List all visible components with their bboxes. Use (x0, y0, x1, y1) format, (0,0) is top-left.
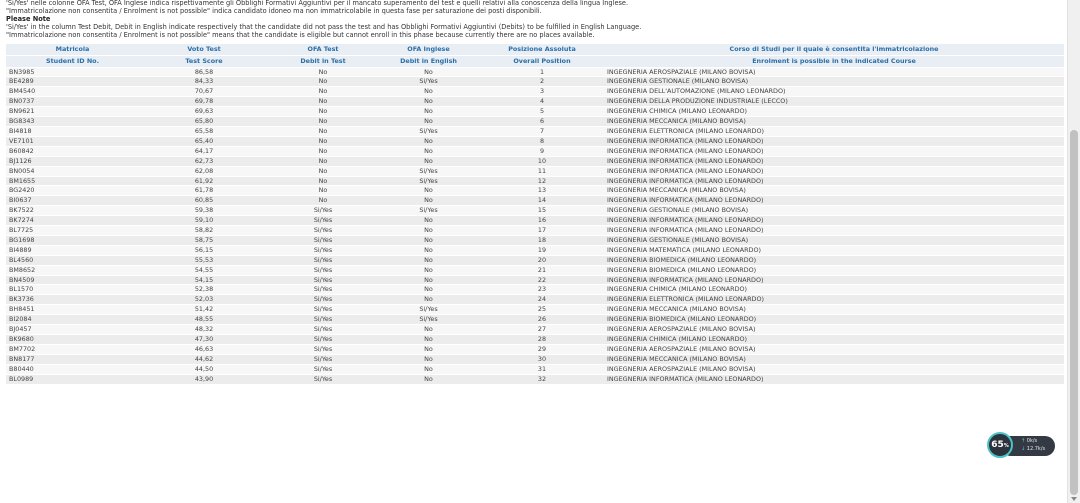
student-id-cell: BN8177 (6, 354, 139, 364)
position-cell: 2 (480, 77, 604, 87)
table-row (6, 265, 1064, 275)
ofa-test-cell: Si/Yes (269, 315, 377, 325)
note-line-it-2: "Immatricolazione non consentita / Enrolment is not possible" indica candidato idoneo ma non immatricolabile in questa fase per saturazione dei posti disponibili. (6, 6, 542, 15)
col-header-voto-test: Voto Test (139, 44, 269, 56)
network-speed-widget[interactable] (987, 432, 1055, 460)
test-score-cell: 44,50 (139, 364, 269, 374)
test-score-cell: 62,73 (139, 156, 269, 166)
ofa-english-cell: Si/Yes (377, 206, 480, 216)
table-row (6, 364, 1064, 374)
col-header-overall-position: Overall Position (480, 55, 604, 67)
ofa-english-cell: No (377, 245, 480, 255)
ofa-english-cell: No (377, 87, 480, 97)
course-cell: INGEGNERIA MECCANICA (MILANO BOVISA) (604, 354, 1064, 364)
note-line-en-1: 'Si/Yes' in the column Test Debit, Debit in English indicate respectively that the candidate did not pass the test and has Obblighi Formativi Aggiuntivi (Debits) to be fulfilled in English Language. (6, 22, 642, 31)
student-id-cell: BI4818 (6, 126, 139, 136)
table-row (6, 97, 1064, 107)
ofa-test-cell: Si/Yes (269, 265, 377, 275)
table-row (6, 325, 1064, 335)
test-score-cell: 61,78 (139, 186, 269, 196)
results-table (6, 44, 1064, 385)
course-cell: INGEGNERIA BIOMEDICA (MILANO LEONARDO) (604, 255, 1064, 265)
position-cell: 27 (480, 325, 604, 335)
table-row (6, 245, 1064, 255)
position-cell: 7 (480, 126, 604, 136)
table-row (6, 87, 1064, 97)
position-cell: 23 (480, 285, 604, 295)
course-cell: INGEGNERIA CHIMICA (MILANO LEONARDO) (604, 285, 1064, 295)
position-cell: 24 (480, 295, 604, 305)
ofa-test-cell: No (269, 126, 377, 136)
ofa-test-cell: No (269, 156, 377, 166)
ofa-english-cell: No (377, 275, 480, 285)
course-cell: INGEGNERIA ELETTRONICA (MILANO LEONARDO) (604, 126, 1064, 136)
table-row (6, 146, 1064, 156)
cpu-percent-unit: % (1003, 443, 1009, 449)
ofa-test-cell: No (269, 87, 377, 97)
table-row (6, 275, 1064, 285)
col-header-matricola: Matricola (6, 44, 139, 56)
course-cell: INGEGNERIA DELLA PRODUZIONE INDUSTRIALE (LECCO) (604, 97, 1064, 107)
notes-block (0, 0, 1068, 40)
student-id-cell: BE4289 (6, 77, 139, 87)
course-cell: INGEGNERIA INFORMATICA (MILANO LEONARDO) (604, 196, 1064, 206)
position-cell: 19 (480, 245, 604, 255)
ofa-english-cell: No (377, 97, 480, 107)
upload-arrow-icon: ↑ (1021, 438, 1026, 444)
scrollbar-thumb[interactable] (1070, 130, 1078, 495)
course-cell: INGEGNERIA INFORMATICA (MILANO LEONARDO) (604, 374, 1064, 384)
ofa-test-cell: Si/Yes (269, 344, 377, 354)
student-id-cell: BI2084 (6, 315, 139, 325)
position-cell: 4 (480, 97, 604, 107)
table-row (6, 226, 1064, 236)
ofa-test-cell: Si/Yes (269, 206, 377, 216)
position-cell: 11 (480, 166, 604, 176)
note-line-it-1: 'Si/Yes' nelle colonne OFA Test, OFA Inglese indica rispettivamente gli Obblighi Formativi Aggiuntivi per il mancato superamento del test e quelli relativi alla conoscenza della lingua Inglese. (6, 0, 629, 7)
position-cell: 8 (480, 136, 604, 146)
test-score-cell: 55,53 (139, 255, 269, 265)
table-row (6, 315, 1064, 325)
course-cell: INGEGNERIA MECCANICA (MILANO BOVISA) (604, 117, 1064, 127)
table-row (6, 354, 1064, 364)
test-score-cell: 69,63 (139, 107, 269, 117)
ofa-test-cell: No (269, 77, 377, 87)
course-cell: INGEGNERIA MATEMATICA (MILANO LEONARDO) (604, 245, 1064, 255)
ofa-test-cell: No (269, 67, 377, 77)
download-arrow-icon: ↓ (1021, 446, 1026, 452)
ofa-english-cell: No (377, 374, 480, 384)
position-cell: 21 (480, 265, 604, 275)
test-score-cell: 59,38 (139, 206, 269, 216)
test-score-cell: 65,58 (139, 126, 269, 136)
ofa-test-cell: No (269, 196, 377, 206)
student-id-cell: VE7101 (6, 136, 139, 146)
table-row (6, 285, 1064, 295)
student-id-cell: BG2420 (6, 186, 139, 196)
cpu-percent-ring (987, 432, 1013, 458)
ofa-english-cell: No (377, 354, 480, 364)
student-id-cell: BJ1126 (6, 156, 139, 166)
ofa-english-cell: No (377, 235, 480, 245)
student-id-cell: B60842 (6, 146, 139, 156)
position-cell: 3 (480, 87, 604, 97)
course-cell: INGEGNERIA CHIMICA (MILANO LEONARDO) (604, 335, 1064, 345)
test-score-cell: 44,62 (139, 354, 269, 364)
ofa-test-cell: Si/Yes (269, 285, 377, 295)
position-cell: 14 (480, 196, 604, 206)
course-cell: INGEGNERIA INFORMATICA (MILANO LEONARDO) (604, 166, 1064, 176)
ofa-test-cell: Si/Yes (269, 275, 377, 285)
test-score-cell: 84,33 (139, 77, 269, 87)
position-cell: 1 (480, 67, 604, 77)
col-header-course: Enrolment is possible in the indicated Course (604, 55, 1064, 67)
position-cell: 29 (480, 344, 604, 354)
table-row (6, 196, 1064, 206)
download-speed-value: 12.7k/s (1026, 446, 1046, 452)
ofa-test-cell: Si/Yes (269, 216, 377, 226)
ofa-english-cell: Si/Yes (377, 166, 480, 176)
col-header-corso: Corso di Studi per il quale è consentita l'immatricolazione (604, 44, 1064, 56)
table-row (6, 156, 1064, 166)
ofa-test-cell: Si/Yes (269, 255, 377, 265)
table-row (6, 235, 1064, 245)
position-cell: 15 (480, 206, 604, 216)
col-header-test-score: Test Score (139, 55, 269, 67)
student-id-cell: BM4540 (6, 87, 139, 97)
col-header-debit-english: Debit in English (377, 55, 480, 67)
course-cell: INGEGNERIA BIOMEDICA (MILANO LEONARDO) (604, 315, 1064, 325)
student-id-cell: BL7725 (6, 226, 139, 236)
test-score-cell: 61,92 (139, 176, 269, 186)
position-cell: 12 (480, 176, 604, 186)
table-row (6, 206, 1064, 216)
ofa-test-cell: No (269, 176, 377, 186)
test-score-cell: 64,17 (139, 146, 269, 156)
ofa-english-cell: Si/Yes (377, 176, 480, 186)
test-score-cell: 70,67 (139, 87, 269, 97)
test-score-cell: 58,82 (139, 226, 269, 236)
student-id-cell: BN9621 (6, 107, 139, 117)
position-cell: 32 (480, 374, 604, 384)
ofa-english-cell: No (377, 186, 480, 196)
ofa-test-cell: Si/Yes (269, 374, 377, 384)
ofa-test-cell: Si/Yes (269, 235, 377, 245)
table-row (6, 305, 1064, 315)
table-row (6, 344, 1064, 354)
position-cell: 25 (480, 305, 604, 315)
ofa-english-cell: No (377, 216, 480, 226)
course-cell: INGEGNERIA MECCANICA (MILANO BOVISA) (604, 305, 1064, 315)
ofa-english-cell: No (377, 117, 480, 127)
ofa-test-cell: No (269, 97, 377, 107)
table-row (6, 295, 1064, 305)
ofa-english-cell: No (377, 255, 480, 265)
ofa-test-cell: Si/Yes (269, 354, 377, 364)
col-header-ofa-inglese: OFA Inglese (377, 44, 480, 56)
test-score-cell: 58,75 (139, 235, 269, 245)
ofa-english-cell: No (377, 265, 480, 275)
course-cell: INGEGNERIA GESTIONALE (MILANO BOVISA) (604, 77, 1064, 87)
table-row (6, 77, 1064, 87)
student-id-cell: BG1698 (6, 235, 139, 245)
test-score-cell: 48,32 (139, 325, 269, 335)
table-row (6, 107, 1064, 117)
ofa-english-cell: No (377, 226, 480, 236)
ofa-english-cell: Si/Yes (377, 126, 480, 136)
student-id-cell: BN4509 (6, 275, 139, 285)
test-score-cell: 43,90 (139, 374, 269, 384)
position-cell: 13 (480, 186, 604, 196)
header-row-english (6, 55, 1064, 67)
student-id-cell: BK7522 (6, 206, 139, 216)
ofa-english-cell: No (377, 156, 480, 166)
position-cell: 16 (480, 216, 604, 226)
position-cell: 30 (480, 354, 604, 364)
student-id-cell: BL0989 (6, 374, 139, 384)
test-score-cell: 52,38 (139, 285, 269, 295)
position-cell: 28 (480, 335, 604, 345)
ofa-test-cell: No (269, 136, 377, 146)
test-score-cell: 86,58 (139, 67, 269, 77)
col-header-debit-test: Debit in Test (269, 55, 377, 67)
student-id-cell: BK3736 (6, 295, 139, 305)
table-row (6, 216, 1064, 226)
test-score-cell: 48,55 (139, 315, 269, 325)
course-cell: INGEGNERIA AEROSPAZIALE (MILANO BOVISA) (604, 325, 1064, 335)
table-row (6, 67, 1064, 77)
vertical-scrollbar[interactable] (1067, 0, 1080, 503)
student-id-cell: BL1570 (6, 285, 139, 295)
position-cell: 20 (480, 255, 604, 265)
please-note-heading: Please Note (6, 14, 51, 23)
note-line-en-2: "Immatricolazione non consentita / Enrolment is not possible" means that the candidate is eligible but cannot enroll in this phase because currently there are no places available. (6, 30, 595, 39)
ofa-english-cell: No (377, 67, 480, 77)
table-row (6, 176, 1064, 186)
student-id-cell: BN0054 (6, 166, 139, 176)
cpu-percent-value: 65 (991, 440, 1004, 450)
table-row (6, 136, 1064, 146)
course-cell: INGEGNERIA AEROSPAZIALE (MILANO BOVISA) (604, 364, 1064, 374)
table-row (6, 186, 1064, 196)
test-score-cell: 54,55 (139, 265, 269, 275)
table-row (6, 255, 1064, 265)
position-cell: 17 (480, 226, 604, 236)
ofa-test-cell: No (269, 146, 377, 156)
student-id-cell: BL4560 (6, 255, 139, 265)
ofa-english-cell: No (377, 136, 480, 146)
ofa-english-cell: Si/Yes (377, 305, 480, 315)
col-header-student-id: Student ID No. (6, 55, 139, 67)
ofa-english-cell: No (377, 364, 480, 374)
test-score-cell: 52,03 (139, 295, 269, 305)
student-id-cell: BM8652 (6, 265, 139, 275)
course-cell: INGEGNERIA INFORMATICA (MILANO LEONARDO) (604, 156, 1064, 166)
course-cell: INGEGNERIA MECCANICA (MILANO BOVISA) (604, 186, 1064, 196)
ofa-test-cell: No (269, 166, 377, 176)
table-row (6, 117, 1064, 127)
course-cell: INGEGNERIA AEROSPAZIALE (MILANO BOVISA) (604, 67, 1064, 77)
student-id-cell: BG8343 (6, 117, 139, 127)
course-cell: INGEGNERIA INFORMATICA (MILANO LEONARDO) (604, 176, 1064, 186)
ofa-test-cell: Si/Yes (269, 245, 377, 255)
col-header-ofa-test: OFA Test (269, 44, 377, 56)
course-cell: INGEGNERIA AEROSPAZIALE (MILANO BOVISA) (604, 344, 1064, 354)
student-id-cell: BI0637 (6, 196, 139, 206)
course-cell: INGEGNERIA ELETTRONICA (MILANO LEONARDO) (604, 295, 1064, 305)
ofa-test-cell: Si/Yes (269, 325, 377, 335)
ofa-english-cell: No (377, 285, 480, 295)
position-cell: 5 (480, 107, 604, 117)
test-score-cell: 54,15 (139, 275, 269, 285)
student-id-cell: BN3985 (6, 67, 139, 77)
test-score-cell: 62,08 (139, 166, 269, 176)
student-id-cell: BN0737 (6, 97, 139, 107)
ofa-english-cell: No (377, 196, 480, 206)
test-score-cell: 56,15 (139, 245, 269, 255)
ofa-english-cell: Si/Yes (377, 77, 480, 87)
position-cell: 22 (480, 275, 604, 285)
position-cell: 26 (480, 315, 604, 325)
test-score-cell: 69,78 (139, 97, 269, 107)
position-cell: 31 (480, 364, 604, 374)
student-id-cell: BM7702 (6, 344, 139, 354)
course-cell: INGEGNERIA INFORMATICA (MILANO LEONARDO) (604, 226, 1064, 236)
upload-speed (1021, 438, 1037, 444)
ofa-english-cell: No (377, 295, 480, 305)
col-header-posizione: Posizione Assoluta (480, 44, 604, 56)
ofa-test-cell: Si/Yes (269, 364, 377, 374)
position-cell: 10 (480, 156, 604, 166)
scroll-down-arrow-icon[interactable] (1071, 497, 1077, 501)
position-cell: 18 (480, 235, 604, 245)
ofa-english-cell: Si/Yes (377, 315, 480, 325)
student-id-cell: BJ0457 (6, 325, 139, 335)
ofa-english-cell: No (377, 107, 480, 117)
position-cell: 9 (480, 146, 604, 156)
course-cell: INGEGNERIA INFORMATICA (MILANO LEONARDO) (604, 275, 1064, 285)
download-speed (1021, 446, 1045, 452)
position-cell: 6 (480, 117, 604, 127)
upload-speed-value: 0k/s (1026, 438, 1038, 444)
table-row (6, 335, 1064, 345)
ofa-test-cell: Si/Yes (269, 305, 377, 315)
student-id-cell: B80440 (6, 364, 139, 374)
test-score-cell: 46,63 (139, 344, 269, 354)
course-cell: INGEGNERIA BIOMEDICA (MILANO LEONARDO) (604, 265, 1064, 275)
course-cell: INGEGNERIA INFORMATICA (MILANO LEONARDO) (604, 136, 1064, 146)
student-id-cell: BK7274 (6, 216, 139, 226)
ofa-test-cell: Si/Yes (269, 295, 377, 305)
ofa-english-cell: No (377, 344, 480, 354)
table-row (6, 374, 1064, 384)
course-cell: INGEGNERIA CHIMICA (MILANO LEONARDO) (604, 107, 1064, 117)
ofa-english-cell: No (377, 146, 480, 156)
ofa-test-cell: No (269, 186, 377, 196)
course-cell: INGEGNERIA DELL'AUTOMAZIONE (MILANO LEONARDO) (604, 87, 1064, 97)
test-score-cell: 59,10 (139, 216, 269, 226)
table-row (6, 126, 1064, 136)
test-score-cell: 65,80 (139, 117, 269, 127)
student-id-cell: BK9680 (6, 335, 139, 345)
student-id-cell: BI4889 (6, 245, 139, 255)
student-id-cell: BH8451 (6, 305, 139, 315)
course-cell: INGEGNERIA INFORMATICA (MILANO LEONARDO) (604, 146, 1064, 156)
course-cell: INGEGNERIA GESTIONALE (MILANO BOVISA) (604, 206, 1064, 216)
ofa-test-cell: No (269, 107, 377, 117)
course-cell: INGEGNERIA GESTIONALE (MILANO BOVISA) (604, 235, 1064, 245)
test-score-cell: 60,85 (139, 196, 269, 206)
test-score-cell: 47,30 (139, 335, 269, 345)
header-row-italian (6, 44, 1064, 56)
test-score-cell: 51,42 (139, 305, 269, 315)
course-cell: INGEGNERIA INFORMATICA (MILANO LEONARDO) (604, 216, 1064, 226)
ofa-test-cell: Si/Yes (269, 226, 377, 236)
table-body (6, 67, 1064, 384)
ofa-test-cell: No (269, 117, 377, 127)
ofa-english-cell: No (377, 325, 480, 335)
test-score-cell: 65,40 (139, 136, 269, 146)
table-row (6, 166, 1064, 176)
ofa-test-cell: Si/Yes (269, 335, 377, 345)
student-id-cell: BM1655 (6, 176, 139, 186)
ofa-english-cell: No (377, 335, 480, 345)
